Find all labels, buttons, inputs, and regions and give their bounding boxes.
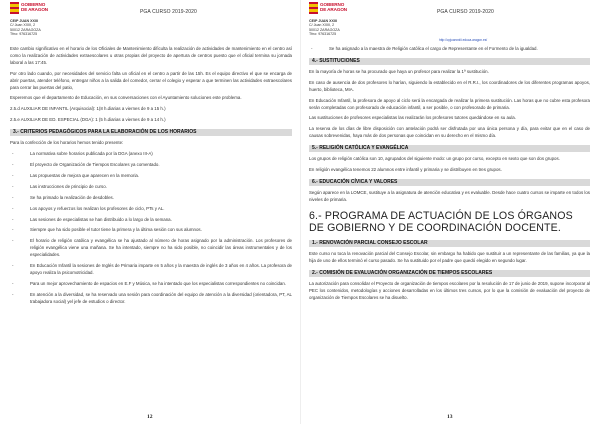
paragraph: Los grupos de religión católica son 10, agrupados del siguiente modo: un grupo por curso, excepto en sexto que son dos grupos. bbox=[309, 156, 560, 162]
list-item: - Los apoyos y refuerzos los realizan los profesores de ciclo, PTs y AL. bbox=[10, 206, 292, 213]
gobierno-aragon-logo bbox=[309, 2, 347, 14]
school-address bbox=[10, 19, 41, 37]
section-heading: 3.- CRITERIOS PEDAGÓGICOS PARA LA ELABORACIÓN DE LOS HORARIOS bbox=[10, 129, 292, 136]
page-header bbox=[309, 0, 590, 46]
paragraph: Este cambio significativo en el horario de los Oficiales de Mantenimiento dificulta la realización de actividades de mantenimiento en el centro así como la realización de actividades extraescolares u otras propias del proyecto de apertura de centros puesto que el oficial termina su jornada laboral a las 17:45. bbox=[10, 46, 292, 65]
section-heading: 4.- SUSTITUCIONES bbox=[309, 58, 590, 65]
list-item: - La normativa sobre horarios publicada por la DGA (anexo III-A) bbox=[10, 151, 292, 158]
paragraph: En religión evangélica tenemos 22 alumnos entre infantil y primaria y se distribuyen en tres grupos. bbox=[309, 167, 502, 173]
list-item: - Siempre que ha sido posible el tutor tiene la primera y la última sesión con sus alumnos. bbox=[10, 227, 292, 234]
paragraph: Esperemos que el departamento de Educación, en sus conversaciones con el Ayuntamiento soluciones este problema. bbox=[10, 95, 242, 101]
page-13 bbox=[300, 0, 600, 424]
school-address-line1: C/ Juan XXIII, 2 bbox=[10, 23, 36, 28]
paragraph: Este curso no toca la renovación parcial del Consejo Escolar, sin embargo ha habido que sustituir a un representante de las familias, ya que la hija de uno de ellos terminó el curso pasado. Se ha sustituido por el padre que quedó elegido en segundo lugar. bbox=[309, 250, 590, 263]
logo-line2: DE ARAGON bbox=[320, 7, 348, 12]
page-number: 13 bbox=[447, 414, 453, 420]
page-body bbox=[10, 46, 292, 306]
school-name: CEIP JUAN XXIII bbox=[10, 19, 38, 23]
school-telephone: Tfno: 976316725 bbox=[309, 32, 337, 37]
list-item: - El horario de religión católica y evangélica se ha ajustado al número de horas asignado por la administración. Los profesores de religión evangélica viene una mañana. Se ha intentado, siempre no ha sido posible, no coincidir las áreas instrumentales y de los especialidades. bbox=[10, 238, 292, 259]
school-address-line1: C/ Juan XXIII, 2 bbox=[309, 23, 335, 28]
page-header bbox=[10, 0, 292, 46]
paragraph: Las sustituciones de profesores especialistas las realizarán los profesores tutores quedándose en su aula. bbox=[309, 115, 516, 121]
page-number: 12 bbox=[147, 414, 153, 420]
pga-title: PGA CURSO 2019-2020 bbox=[140, 9, 197, 15]
aragon-flag-icon bbox=[309, 2, 318, 14]
list-item: - El proyecto de Organización de Tiempos Escolares ya comentado. bbox=[10, 162, 292, 169]
auxiliar-especial-line: 2.5.e AUXILIAR DE ED. ESPECIAL (DGA): 1 (5 h.diarias a viernes de 9 a 14 h.) bbox=[10, 117, 166, 123]
pga-title: PGA CURSO 2019-2020 bbox=[437, 9, 494, 15]
paragraph: Por otro lado cuando, por necesidades del servicio falta un oficial en el centro a partir de las 15h. Es el equipo directivo el que se encarga de abrir puertas, atender teléfono, entregar niños a la salida del comedor, cerrar el colegio y esperar a que terminen las actividades extraescolares para cerrar las puertas del patio, bbox=[10, 70, 292, 90]
aragon-flag-icon bbox=[10, 2, 19, 14]
chapter-heading: 6.- PROGRAMA DE ACTUACIÓN DE LOS ÓRGANOS DE GOBIERNO Y DE COORDINACIÓN DOCENTE. bbox=[309, 209, 573, 235]
gobierno-aragon-logo bbox=[10, 2, 48, 14]
list-item: - Se ha primado la realización de desdobles. bbox=[10, 195, 292, 202]
list-item: - En Educación Infantil la sesiones de Inglés de Primaria imparte en 5 años y la maestra de inglés de 3 años en 4 años. La profesora de apoyo realiza la psicomotricidad. bbox=[10, 263, 292, 277]
paragraph: La autorización para consolidar el Proyecto de organización de tiempos escolares por la resolución de 17 de junio de 2019, supone incorporar al PEC los contenidos, metodologías y acciones desarrolladas en los últimos tres cursos, por lo que la comisión de evaluación del proyecto de organización de Tiempos Escolares se ha disuelto. bbox=[309, 280, 590, 300]
school-telephone: Tfno: 976316725 bbox=[10, 32, 38, 37]
paragraph: En caso de ausencia de dos profesores lo harían, siguiendo la establecido en el R.R.I., los coordinadores de los diferentes programas apoyos, huerto, biblioteca, MIA. bbox=[309, 79, 590, 92]
continued-list bbox=[309, 46, 590, 53]
list-item: - Para un mejor aprovechamiento de espacios en E.F y Música, se ha intentado que los especialistas correspondientes no coincidan. bbox=[10, 281, 292, 288]
logo-line2: DE ARAGON bbox=[21, 7, 49, 12]
list-item: - En atención a la diversidad, se ha reservado una sesión para coordinación del equipo de atención a la diversidad (orientadora, PT, AL trabajadora social) yel jefe de estudios o director. bbox=[10, 292, 292, 306]
school-name: CEIP JUAN XXIII bbox=[309, 19, 337, 23]
school-address-line2: 50012 ZARAGOZA bbox=[309, 27, 340, 32]
section-intro: Para la confección de los horarios hemos tenido presente: bbox=[10, 140, 124, 146]
paragraph: En la mayoría de horas se ha procurado que haya un profesor para realizar la 1ª sustitución. bbox=[309, 68, 489, 74]
section-heading: 2.- COMISIÓN DE EVALUACIÓN ORGANIZACIÓN DE TIEMPOS ESCOLARES bbox=[309, 270, 590, 277]
section-heading: 1.- RENOVACIÓN PARCIAL CONSEJO ESCOLAR bbox=[309, 240, 590, 247]
logo-line1: GOBIERNO bbox=[320, 2, 345, 7]
section-heading: 5.- RELIGIÓN CATÓLICA Y EVANGÉLICA bbox=[309, 145, 590, 152]
criteria-list bbox=[10, 151, 292, 306]
list-item: - Las propuestas de mejora que aparecen en la memoria. bbox=[10, 173, 292, 180]
logo-line1: GOBIERNO bbox=[21, 2, 46, 7]
page-body bbox=[309, 46, 590, 302]
section-heading: 6.- EDUCACIÓN CÍVICA Y VALORES bbox=[309, 179, 590, 186]
list-item: - Las sesiones de especialistas se han distribuido a lo largo de la semana. bbox=[10, 217, 292, 224]
auxiliar-infantil-line: 2.5.d AUXILIAR DE INFANTIL (Arquisocial): 1(8 h.diarias a viernes de 9 a 15 h.) bbox=[10, 106, 166, 112]
paragraph: En Educación Infantil, la profesora de apoyo al ciclo será la encargada de realizar la primera sustitución. Las horas que no cubre esta profesora serán completadas con profesorado de educación infantil, a ser posible, o con profesorado de primaria. bbox=[309, 97, 590, 110]
school-website-link[interactable]: http://cpjuanxxiii.educa.aragon.es/ bbox=[439, 38, 488, 42]
paragraph: La reserva de los días de libre disposición con antelación podrá ser disfrutada por una única persona y día, para evitar que en el caso de causas sobrevenidas, haya más de dos personas que coincidan en su derecho en el mismo día. bbox=[309, 126, 590, 139]
list-item: - Las instrucciones de principio de curso. bbox=[10, 184, 292, 191]
paragraph: Según aparece en la LOMCE, sustituye a la asignatura de atención educativa y es evaluable. Desde hace cuatro cursos se imparte en todos los niveles de primaria. bbox=[309, 189, 590, 202]
school-address-line2: 50012 ZARAGOZA bbox=[10, 27, 41, 32]
list-item: - Se ha asignado a la maestra de Religión católica el cargo de Representante en el Formento de la igualdad. bbox=[309, 46, 590, 53]
school-address bbox=[309, 19, 340, 37]
